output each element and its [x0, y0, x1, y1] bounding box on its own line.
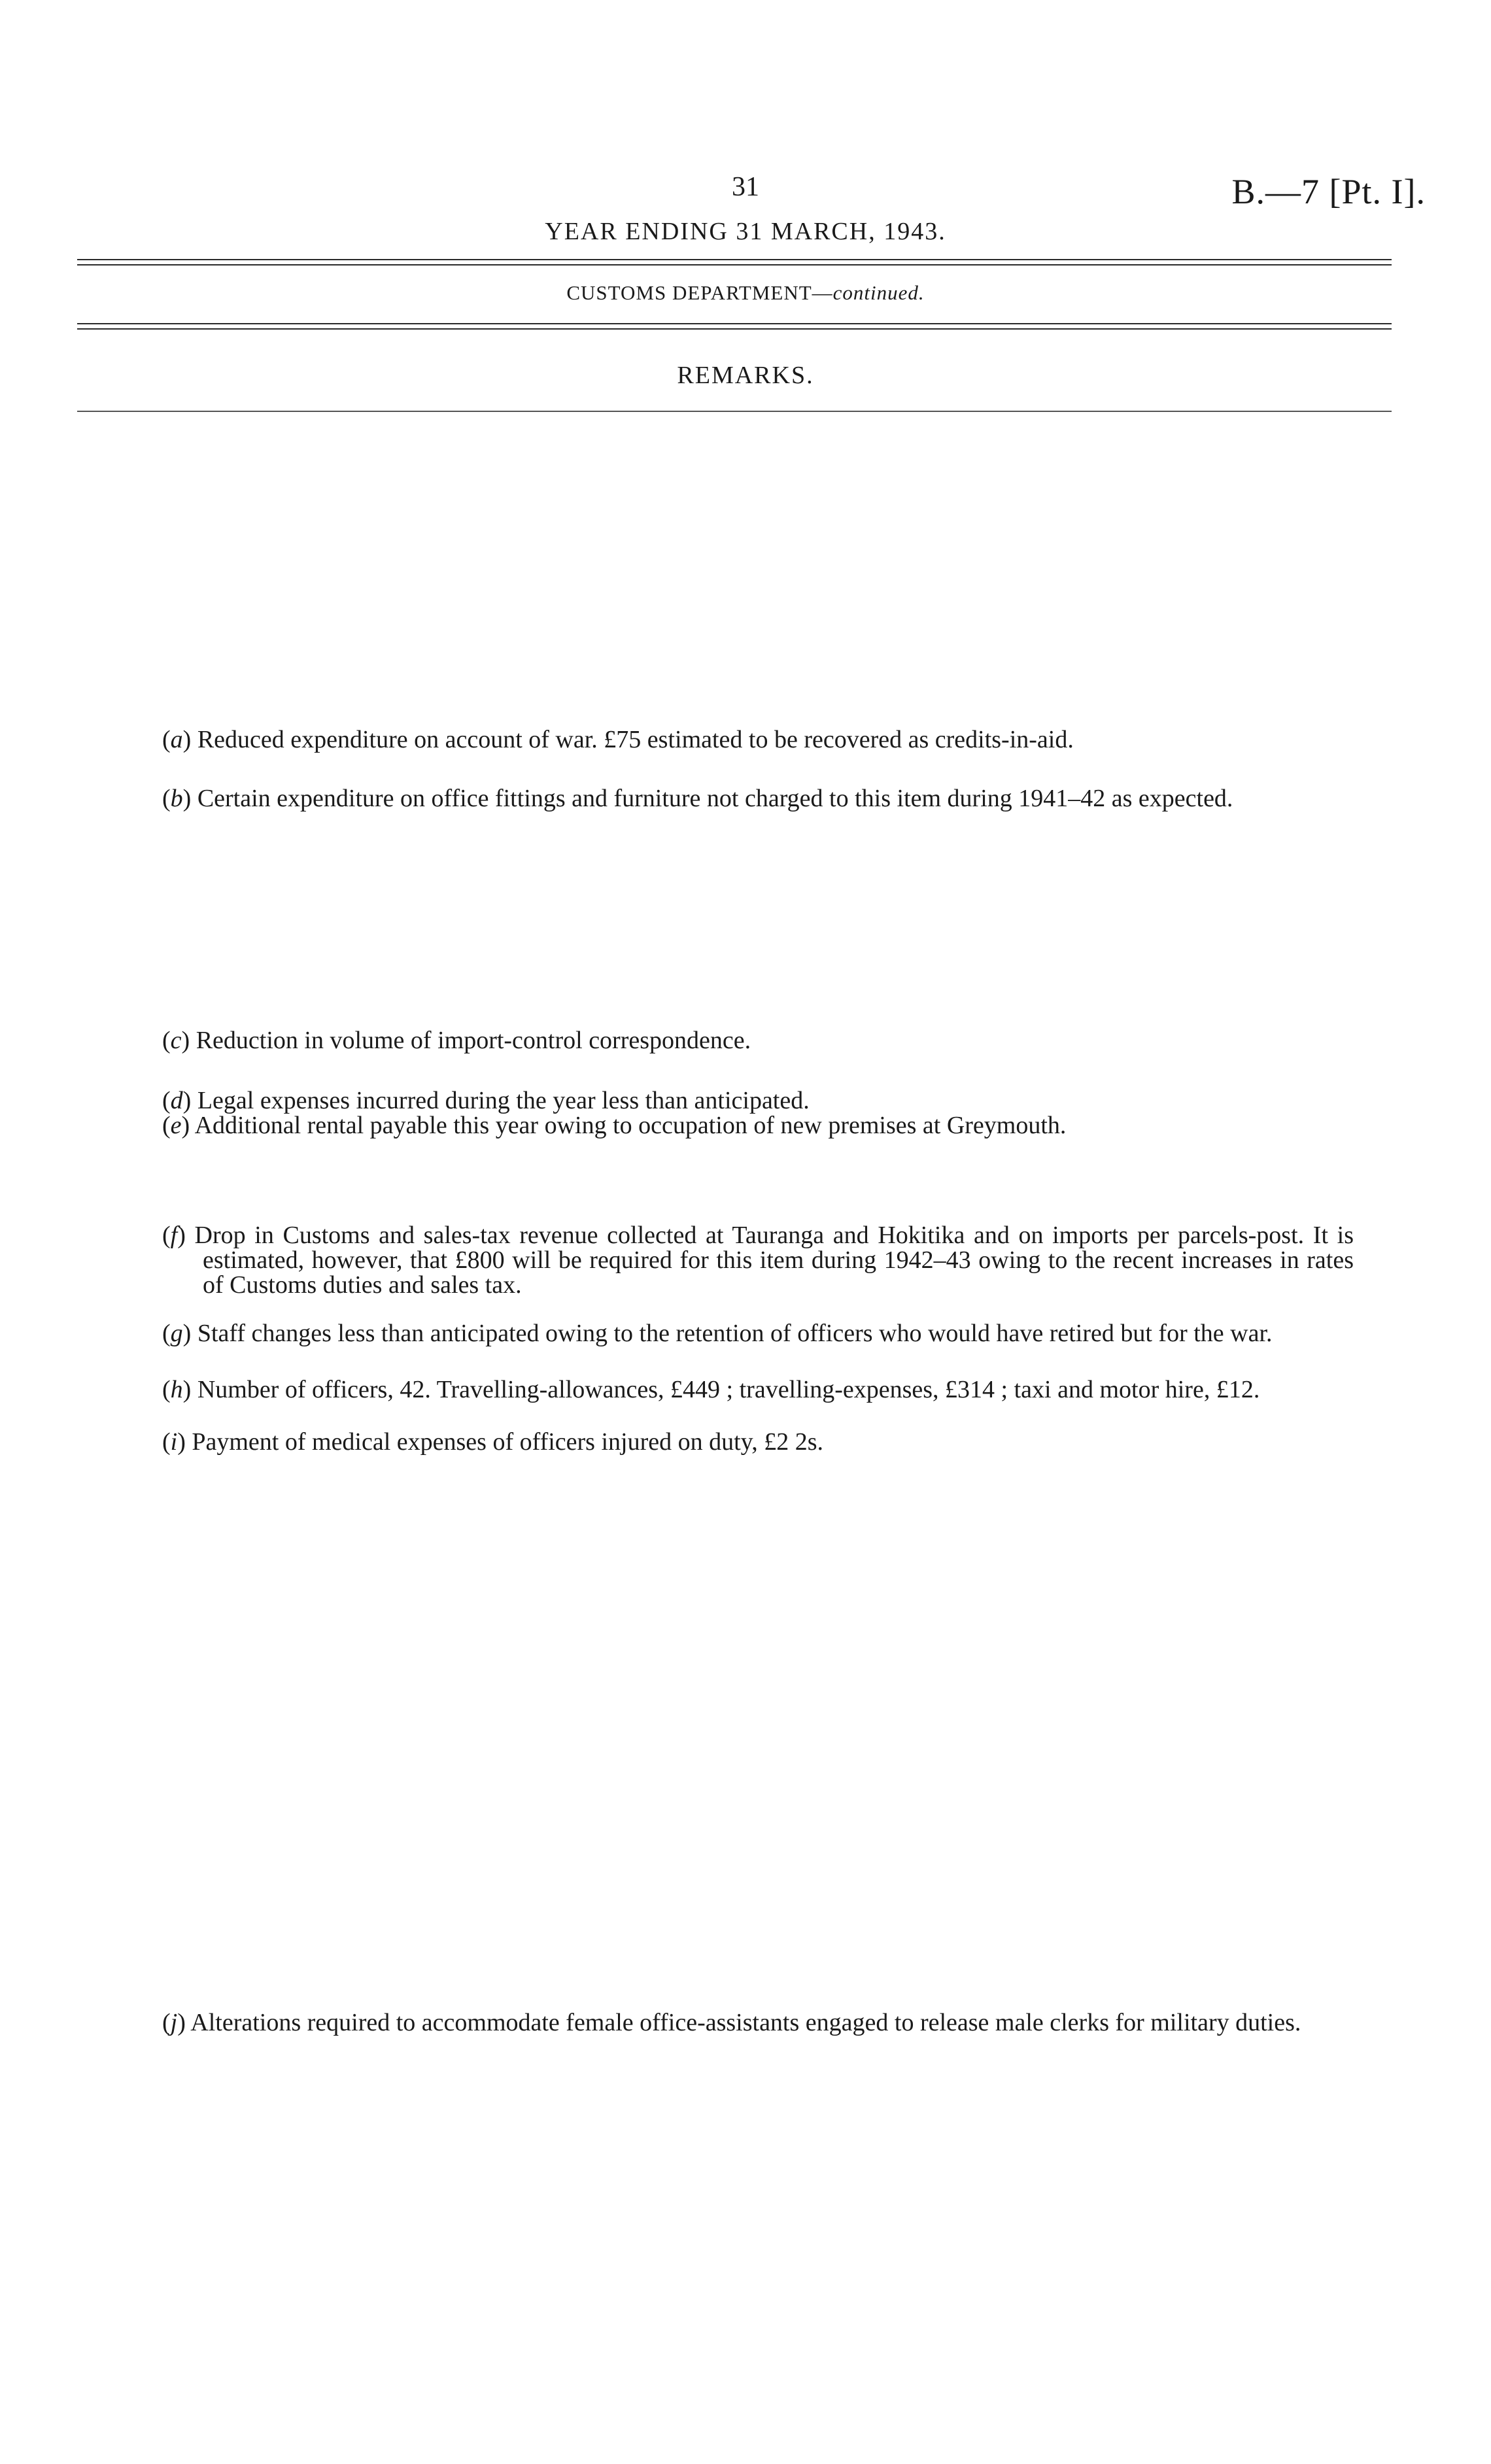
header-rule-middle	[77, 323, 1392, 330]
remark-j	[162, 2010, 1354, 2035]
remark-text: Drop in Customs and sales-tax revenue collected at Tauranga and Hokitika and on imports per parcels-post. It is estimated, however, that £800 will be required for this item during 1942–43 owing to the recent increases in rates of Customs duties and sales tax.	[194, 1222, 1354, 1299]
remark-b	[162, 786, 1354, 811]
remark-label: (d)	[162, 1087, 197, 1114]
remark-text: Staff changes less than anticipated owing to the retention of officers who would have retired but for the war.	[197, 1320, 1273, 1347]
remark-text: Payment of medical expenses of officers injured on duty, £2 2s.	[192, 1428, 823, 1456]
remark-h	[162, 1377, 1354, 1402]
remark-g	[162, 1321, 1354, 1346]
remark-text: Additional rental payable this year owing to occupation of new premises at Greymouth.	[194, 1112, 1067, 1139]
remark-text: Legal expenses incurred during the year less than anticipated.	[197, 1087, 810, 1114]
remark-a	[162, 727, 1354, 752]
remark-label: (f)	[162, 1222, 195, 1249]
remark-text: Number of officers, 42. Travelling-allowances, £449 ; travelling-expenses, £314 ; taxi and motor hire, £12.	[197, 1376, 1260, 1403]
remark-label: (a)	[162, 726, 197, 753]
department-name: CUSTOMS DEPARTMENT—	[566, 281, 833, 304]
remark-label: (b)	[162, 785, 197, 812]
remark-text: Reduced expenditure on account of war. £75 estimated to be recovered as credits-in-aid.	[197, 726, 1074, 753]
remark-label: (e)	[162, 1112, 195, 1139]
page-number: 31	[732, 172, 759, 202]
department-heading	[392, 281, 1099, 305]
remark-label: (j)	[162, 2009, 191, 2036]
remark-i	[162, 1429, 1354, 1454]
remarks-heading: REMARKS.	[677, 362, 814, 389]
remark-label: (g)	[162, 1320, 197, 1347]
year-heading: YEAR ENDING 31 MARCH, 1943.	[545, 218, 946, 245]
header-rule-bottom	[77, 411, 1392, 412]
remark-label: (c)	[162, 1027, 196, 1054]
remark-d	[162, 1088, 1354, 1113]
department-continued: continued.	[832, 281, 925, 304]
remark-c	[162, 1028, 1354, 1053]
remark-label: (i)	[162, 1428, 192, 1456]
remark-text: Alterations required to accommodate female office-assistants engaged to release male clerks for military duties.	[190, 2009, 1301, 2036]
remark-label: (h)	[162, 1376, 197, 1403]
remark-text: Certain expenditure on office fittings and furniture not charged to this item during 1941–42 as expected.	[197, 785, 1233, 812]
remark-text: Reduction in volume of import-control correspondence.	[196, 1027, 751, 1054]
remark-f	[162, 1223, 1354, 1297]
header-rule-top	[77, 259, 1392, 265]
report-code: B.—7 [Pt. I].	[1231, 172, 1426, 211]
remark-e	[162, 1113, 1354, 1138]
